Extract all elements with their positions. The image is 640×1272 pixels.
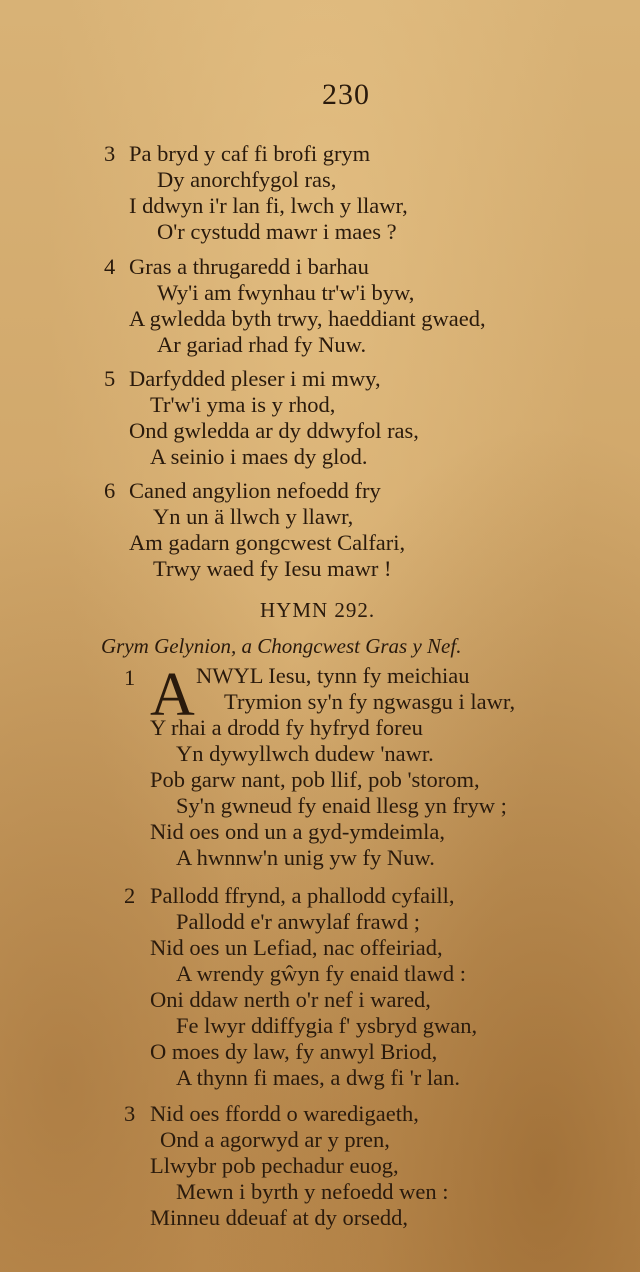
verse-line: Fe lwyr ddiffygia f' ysbryd gwan, (176, 1013, 478, 1038)
verse-line: Pallodd ffrynd, a phallodd cyfaill, (150, 883, 455, 908)
verse-line: Ond gwledda ar dy ddwyfol ras, (129, 418, 419, 443)
verse-line: Pob garw nant, pob llif, pob 'storom, (150, 767, 480, 792)
verse-line: Yn dywyllwch dudew 'nawr. (176, 741, 434, 766)
verse-line: Trwy waed fy Iesu mawr ! (153, 556, 392, 581)
verse-line: Ar gariad rhad fy Nuw. (157, 332, 367, 357)
verse-line: Nid oes ond un a gyd-ymdeimla, (150, 819, 445, 844)
verse-line: Wy'i am fwynhau tr'w'i byw, (157, 280, 415, 305)
verse-line: A thynn fi maes, a dwg fi 'r lan. (176, 1065, 460, 1090)
verse-line: Pa bryd y caf fi brofi grym (129, 141, 371, 166)
stanza-number: 4 (104, 254, 116, 279)
stanza-number: 3 (104, 141, 116, 166)
verse-line: Sy'n gwneud fy enaid llesg yn fryw ; (176, 793, 507, 818)
stanza-number: 3 (124, 1101, 136, 1126)
stanza-number: 6 (104, 478, 116, 503)
verse-line: O moes dy law, fy anwyl Briod, (150, 1039, 438, 1064)
verse-line: A seinio i maes dy glod. (150, 444, 368, 469)
verse-line: Nid oes un Lefiad, nac offeiriad, (150, 935, 443, 960)
verse-line: O'r cystudd mawr i maes ? (157, 219, 397, 244)
verse-line: Tr'w'i yma is y rhod, (150, 392, 336, 417)
verse-line: I ddwyn i'r lan fi, lwch y llawr, (129, 193, 408, 218)
verse-line: Dy anorchfygol ras, (157, 167, 337, 192)
verse-line: A gwledda byth trwy, haeddiant gwaed, (129, 306, 486, 331)
verse-line: Gras a thrugaredd i barhau (129, 254, 369, 279)
page-number: 230 (322, 78, 370, 111)
hymn-title: HYMN 292. (260, 598, 376, 622)
verse-line: Darfydded pleser i mi mwy, (129, 366, 381, 391)
verse-line: NWYL Iesu, tynn fy meichiau (196, 663, 470, 688)
verse-line: Am gadarn gongcwest Calfari, (129, 530, 406, 555)
verse-line: Mewn i byrth y nefoedd wen : (176, 1179, 449, 1204)
verse-line: Oni ddaw nerth o'r nef i wared, (150, 987, 431, 1012)
verse-line: Ond a agorwyd ar y pren, (160, 1127, 390, 1152)
verse-line: Caned angylion nefoedd fry (129, 478, 381, 503)
hymn-subtitle: Grym Gelynion, a Chongcwest Gras y Nef. (101, 634, 462, 658)
stanza-number: 1 (124, 665, 136, 690)
stanza-number: 5 (104, 366, 116, 391)
verse-line: Trymion sy'n fy ngwasgu i lawr, (224, 689, 516, 714)
verse-line: Pallodd e'r anwylaf frawd ; (176, 909, 420, 934)
stanza-number: 2 (124, 883, 136, 908)
verse-line: Yn un ä llwch y llawr, (153, 504, 354, 529)
verse-line: Llwybr pob pechadur euog, (150, 1153, 399, 1178)
verse-line: Y rhai a drodd fy hyfryd foreu (150, 715, 423, 740)
verse-line: Minneu ddeuaf at dy orsedd, (150, 1205, 409, 1230)
verse-line: A hwnnw'n unig yw fy Nuw. (176, 845, 435, 870)
drop-cap: A (150, 661, 195, 729)
verse-line: A wrendy gŵyn fy enaid tlawd : (176, 961, 466, 986)
verse-line: Nid oes ffordd o waredigaeth, (150, 1101, 419, 1126)
